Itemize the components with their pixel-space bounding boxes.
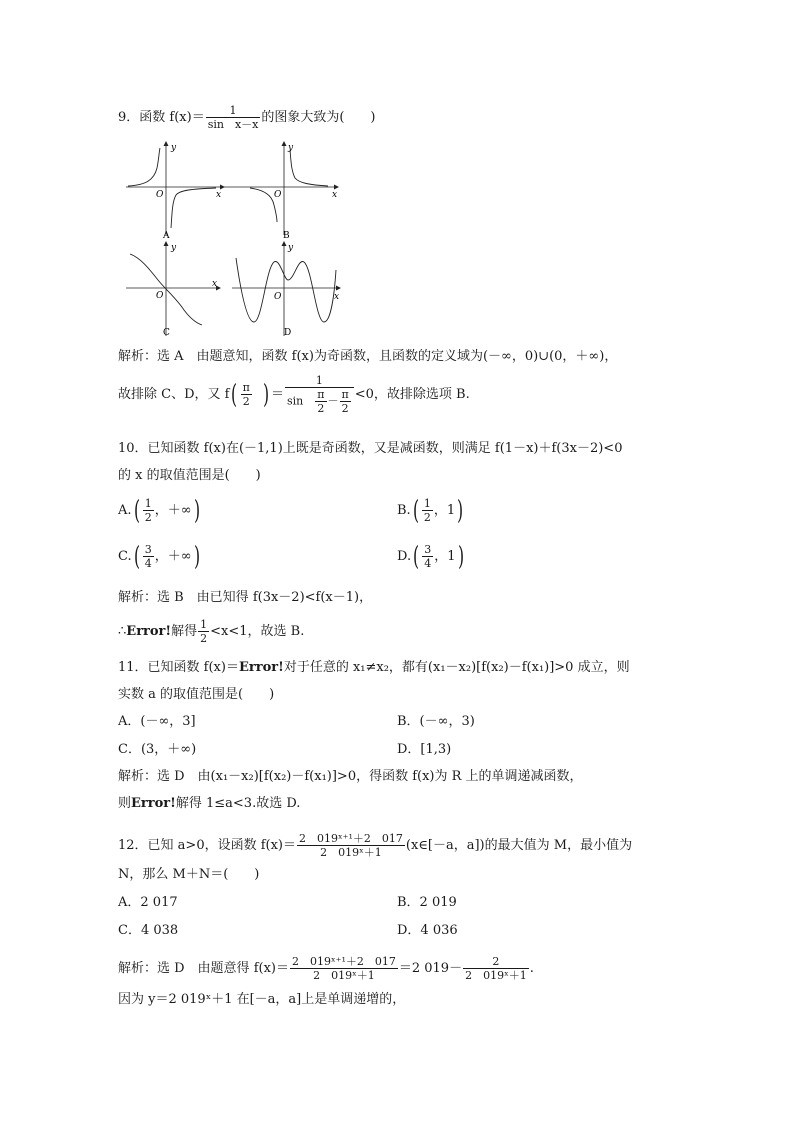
q12-stem-line1: 12．已知 a>0，设函数 f(x)＝ $\frac{\text{2 019ˣ⁺¹＋2 017}}{\text{2 019ˣ＋1}}$ (x∈[－a，a])的最大值为 M，最小值为	[118, 832, 633, 859]
q9-graph-b-label: B	[283, 231, 290, 241]
q9-graph-a-y-label: y	[171, 143, 177, 153]
q12-option-d: D．4 036	[397, 923, 458, 938]
q11-option-c: C．(3，＋∞)	[118, 742, 197, 757]
q12-option-c: C．4 038	[118, 923, 179, 938]
q11-option-a: A．(－∞，3]	[118, 714, 196, 729]
q9-graph-a	[126, 140, 226, 240]
q9-graph-b	[220, 140, 340, 240]
q9-graph-c-label: C	[163, 328, 170, 338]
q10-option-b: B.( $\frac{1}{2}$ ，1)	[397, 495, 464, 526]
q9-graph-d-y-label: y	[288, 243, 294, 253]
q11-option-b: B．(－∞，3)	[397, 714, 475, 729]
q12-option-a: A．2 017	[118, 895, 178, 910]
q9-solution-line2: 故排除 C、D，又 f( $\frac{\pi}{2}$ ) ＝ 1 sin $\frac{\pi}{2}$ － $\frac{\pi}{2}$ <0，故排除选项 B.	[118, 374, 470, 415]
q9-graph-b-y-label: y	[288, 143, 294, 153]
q9-fraction: $\frac{1}{\text{sin x－x}}$	[207, 104, 259, 131]
q12-fraction: $\frac{\text{2 019ˣ⁺¹＋2 017}}{\text{2 019ˣ＋1}}$	[299, 832, 403, 859]
q9-graph-c	[126, 240, 226, 340]
q11-option-d: D．[1,3)	[397, 742, 452, 757]
q12-option-b: B．2 019	[397, 895, 457, 910]
q9-solution-line1: 解析：选 A 由题意知，函数 f(x)为奇函数，且函数的定义域为(－∞，0)∪(0，＋∞)，	[118, 349, 618, 364]
q9-graph-b-x-label: x	[332, 190, 338, 200]
q10-option-d: D.( $\frac{3}{4}$ ，1)	[397, 541, 464, 572]
q12-stem-line2: N，那么 M＋N＝( )	[118, 867, 260, 882]
q11-solution-line1: 解析：选 D 由(x₁－x₂)[f(x₂)－f(x₁)]>0，得函数 f(x)为 R 上的单调递减函数，	[118, 769, 583, 784]
q9-graph-c-y-label: y	[171, 243, 177, 253]
q10-option-c: C.( $\frac{3}{4}$ ，＋∞)	[118, 541, 200, 572]
q10-stem-line2: 的 x 的取值范围是( )	[118, 468, 261, 483]
q12-solution-line1: 解析：选 D 由题意得 f(x)＝ $\frac{\text{2 019ˣ⁺¹＋2 017}}{\text{2 019ˣ＋1}}$ ＝2 019－ $\frac{2}{\text{2 019ˣ＋1}}$ .	[118, 955, 534, 982]
q10-solution-line1: 解析：选 B 由已知得 f(3x－2)<f(x－1)，	[118, 590, 373, 605]
q9-graph-a-origin: O	[156, 190, 164, 200]
q11-stem-line2: 实数 a 的取值范围是( )	[118, 687, 275, 702]
q9-graph-d-label: D	[284, 328, 292, 338]
q9-graph-d-origin: O	[274, 292, 282, 302]
q11-stem-line1: 11．已知函数 f(x)＝Error!对于任意的 x₁≠x₂，都有(x₁－x₂)[f(x₂)－f(x₁)]>0 成立，则	[118, 660, 630, 675]
q10-option-a: A.( $\frac{1}{2}$ ，＋∞)	[118, 495, 200, 526]
q11-solution-line2: 则Error!解得 1≤a<3.故选 D.	[118, 796, 301, 811]
q10-stem-line1: 10．已知函数 f(x)在(－1,1)上既是奇函数，又是减函数，则满足 f(1－x)＋f(3x－2)<0	[118, 441, 623, 456]
q9-graph-c-origin: O	[156, 291, 164, 301]
q9-graph-a-x-label: x	[216, 190, 222, 200]
q12-last-line: 因为 y＝2 019ˣ＋1 在[－a，a]上是单调递增的，	[118, 992, 406, 1007]
q9-graph-a-label: A	[163, 231, 170, 241]
q9-stem: 9．函数 f(x)＝ $\frac{1}{\text{sin x－x}}$ 的图象大致为( )	[118, 104, 376, 131]
q9-graph-b-origin: O	[274, 190, 282, 200]
q9-solution-fraction: 1 sin $\frac{\pi}{2}$ － $\frac{\pi}{2}$	[285, 374, 354, 415]
q9-graph-c-x-label: x	[212, 279, 218, 289]
q9-graph-d	[232, 240, 344, 340]
q10-solution-line2: ∴Error!解得 $\frac{1}{2}$ <x<1，故选 B.	[118, 618, 305, 645]
q9-graph-d-x-label: x	[334, 292, 340, 302]
